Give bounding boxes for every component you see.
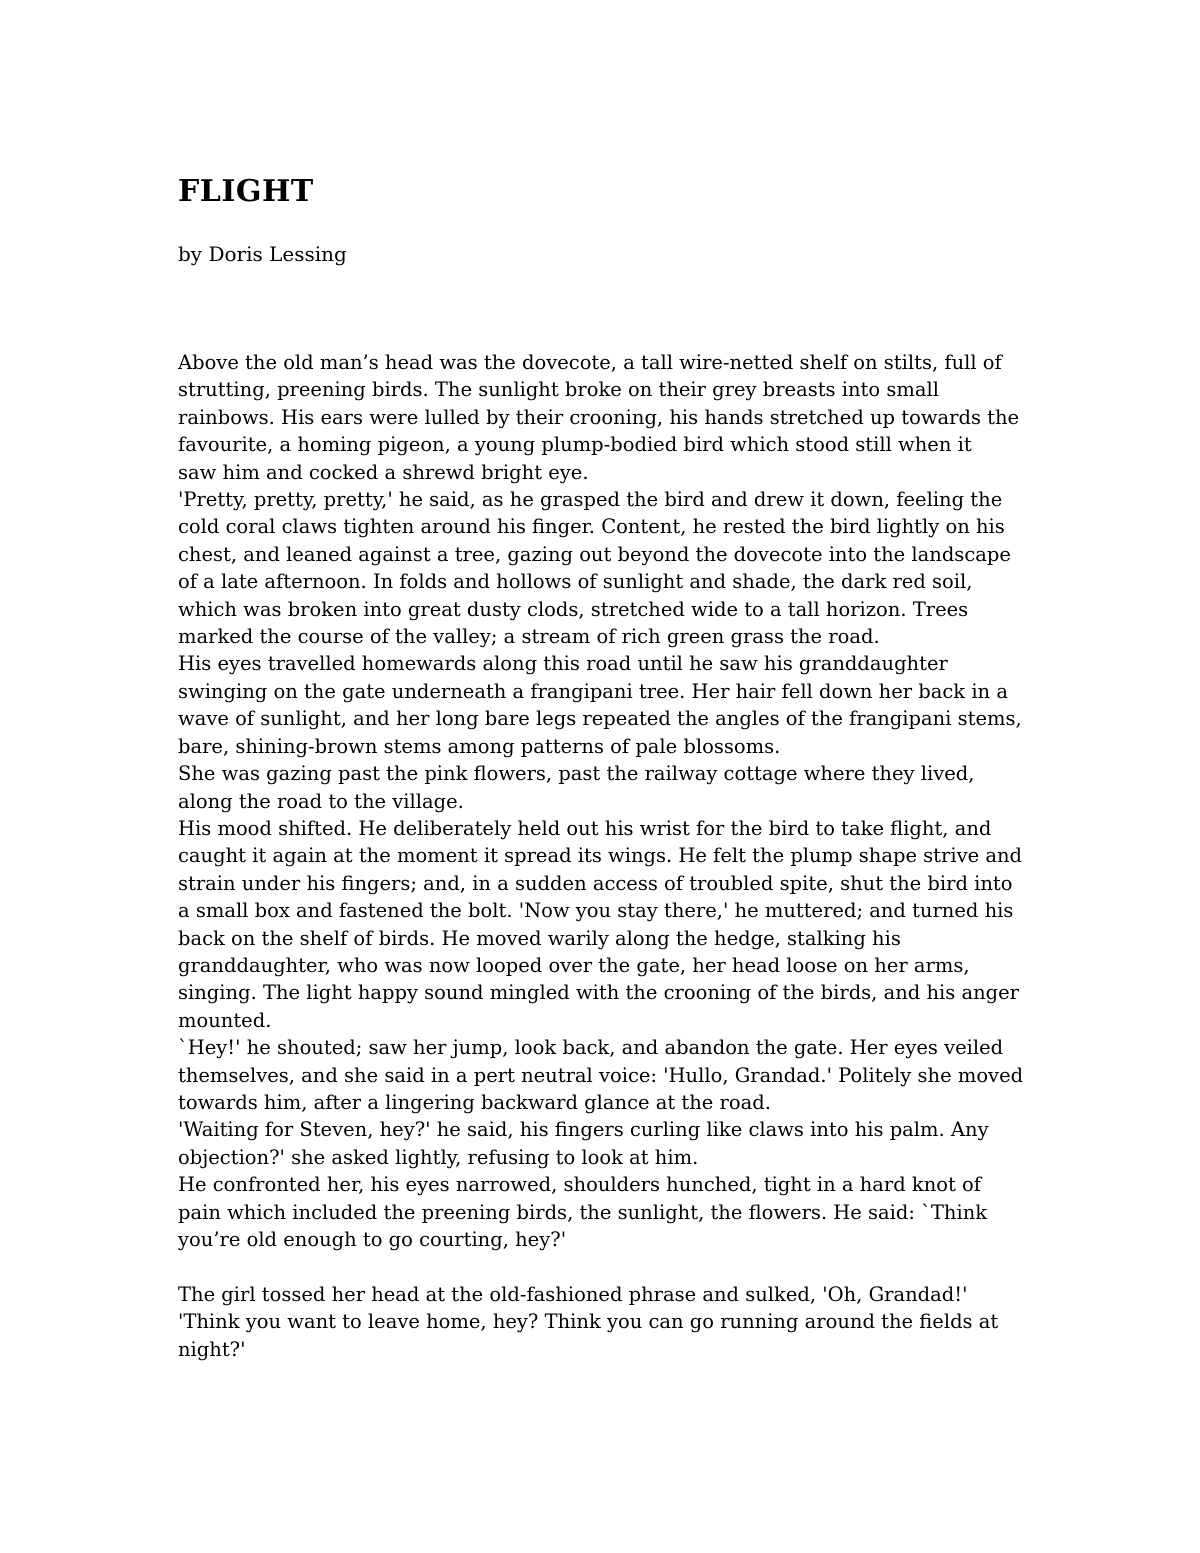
text-line: objection?' she asked lightly, refusing to look at him. (178, 1145, 699, 1169)
text-line: rainbows. His ears were lulled by their crooning, his hands stretched up towards the (178, 405, 1020, 429)
text-line: singing. The light happy sound mingled with the crooning of the birds, and his anger (178, 981, 1019, 1005)
document-title: FLIGHT (178, 174, 314, 209)
document-author: by Doris Lessing (178, 242, 347, 266)
text-line: 'Waiting for Steven, hey?' he said, his fingers curling like claws into his palm. Any (178, 1118, 989, 1142)
text-line: marked the course of the valley; a stream of rich green grass the road. (178, 625, 880, 649)
text-line: strutting, preening birds. The sunlight broke on their grey breasts into small (178, 378, 939, 402)
text-line (178, 1253, 1038, 1280)
text-line: cold coral claws tighten around his finger. Content, he rested the bird lightly on his (178, 515, 1005, 539)
text-line: caught it again at the moment it spread its wings. He felt the plump shape strive and (178, 844, 1023, 868)
text-line: 'Pretty, pretty, pretty,' he said, as he grasped the bird and drew it down, feeling the (178, 488, 1003, 512)
text-line: mounted. (178, 1008, 272, 1032)
text-line: night?' (178, 1337, 246, 1361)
text-line: chest, and leaned against a tree, gazing out beyond the dovecote into the landscape (178, 542, 1011, 566)
text-line: He confronted her, his eyes narrowed, shoulders hunched, tight in a hard knot of (178, 1173, 982, 1197)
text-line: favourite, a homing pigeon, a young plump-bodied bird which stood still when it (178, 433, 972, 457)
text-line: She was gazing past the pink flowers, past the railway cottage where they lived, (178, 762, 975, 786)
text-line: Above the old man’s head was the dovecote, a tall wire-netted shelf on stilts, full of (178, 351, 1002, 374)
document-body (178, 349, 1038, 1363)
text-line: a small box and fastened the bolt. 'Now you stay there,' he muttered; and turned his (178, 899, 1014, 923)
text-line: along the road to the village. (178, 789, 464, 813)
text-line: `Hey!' he shouted; saw her jump, look back, and abandon the gate. Her eyes veiled (178, 1036, 1004, 1060)
text-line: towards him, after a lingering backward glance at the road. (178, 1090, 771, 1114)
text-line: granddaughter, who was now looped over the gate, her head loose on her arms, (178, 953, 970, 977)
text-line: His mood shifted. He deliberately held out his wrist for the bird to take flight, and (178, 816, 992, 840)
text-line: pain which included the preening birds, the sunlight, the flowers. He said: `Think (178, 1200, 988, 1224)
text-line: you’re old enough to go courting, hey?' (178, 1228, 567, 1251)
text-line: back on the shelf of birds. He moved warily along the hedge, stalking his (178, 926, 901, 950)
text-line: 'Think you want to leave home, hey? Think you can go running around the fields at (178, 1310, 999, 1334)
text-line: swinging on the gate underneath a frangipani tree. Her hair fell down her back in a (178, 679, 1008, 703)
text-line: strain under his fingers; and, in a sudden access of troubled spite, shut the bird into (178, 871, 1013, 895)
text-line: wave of sunlight, and her long bare legs repeated the angles of the frangipani stems, (178, 707, 1022, 731)
text-line: His eyes travelled homewards along this road until he saw his granddaughter (178, 652, 948, 676)
text-line: saw him and cocked a shrewd bright eye. (178, 460, 589, 484)
text-line: of a late afternoon. In folds and hollows of sunlight and shade, the dark red soil, (178, 570, 973, 594)
text-line: which was broken into great dusty clods, stretched wide to a tall horizon. Trees (178, 597, 969, 621)
text-line: bare, shining-brown stems among patterns of pale blossoms. (178, 734, 781, 758)
text-line: themselves, and she said in a pert neutral voice: 'Hullo, Grandad.' Politely she moved (178, 1063, 1024, 1087)
text-line: The girl tossed her head at the old-fashioned phrase and sulked, 'Oh, Grandad!' (178, 1282, 968, 1306)
